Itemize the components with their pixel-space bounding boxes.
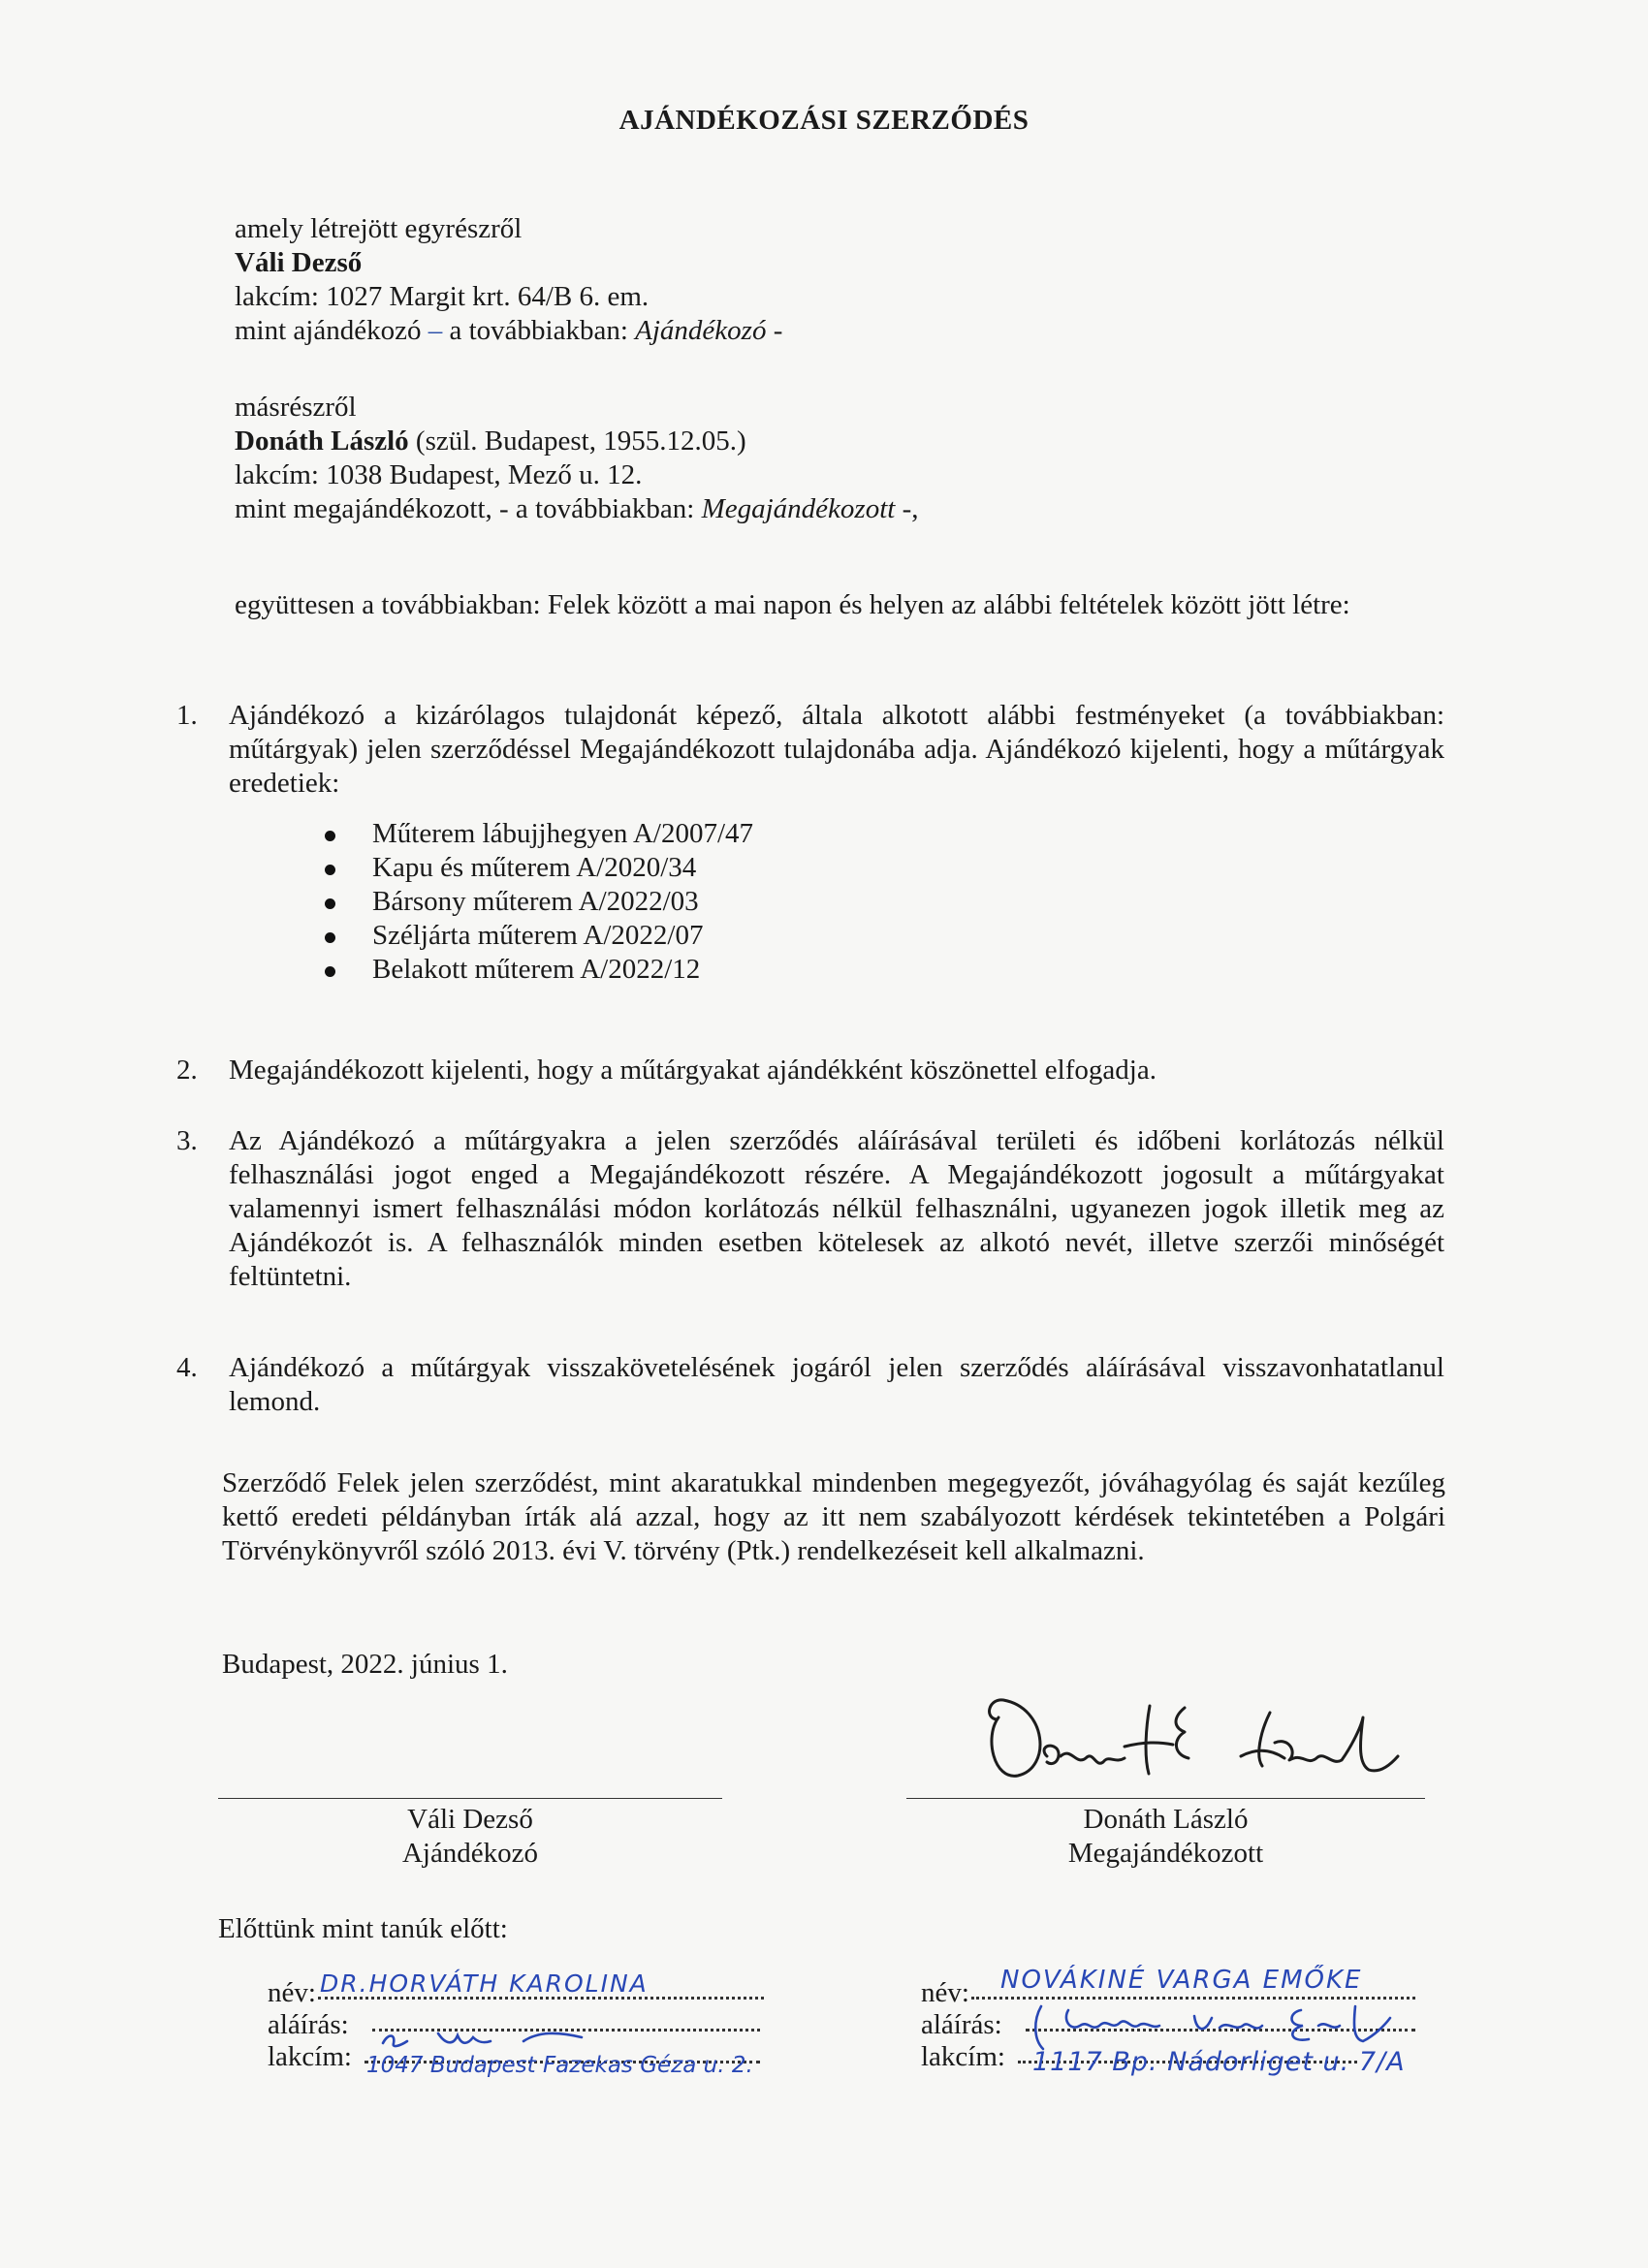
clause-3-number: 3. <box>176 1125 198 1156</box>
left-witness-handwritten-signature <box>378 2016 591 2055</box>
right-signatory <box>906 1803 1425 1871</box>
together-paragraph: együttesen a továbbiakban: Felek között a mai napon és helyen az alábbi feltételek között jött létre: <box>235 589 1350 620</box>
bullet-icon <box>325 966 335 977</box>
witness-name-label: név: <box>921 1977 969 2008</box>
witness-signature-label: aláírás: <box>921 2009 1002 2040</box>
clause-4-number: 4. <box>176 1352 198 1383</box>
party2-role-term: Megajándékozott <box>701 493 896 524</box>
party2-intro: másrészről <box>235 392 357 423</box>
list-item: Kapu és műterem A/2020/34 <box>328 851 753 885</box>
party2-role <box>235 492 918 526</box>
witness-name-label: név: <box>268 1977 316 2008</box>
party2-role-suffix: -, <box>902 493 919 524</box>
right-witness-name-handwritten: NOVÁKINÉ VARGA EMŐKE <box>1000 1966 1363 1995</box>
clause-1-number: 1. <box>176 700 198 731</box>
party2-address: lakcím: 1038 Budapest, Mező u. 12. <box>235 459 643 490</box>
party2-role-prefix: mint megajándékozott, - a továbbiakban: <box>235 493 695 524</box>
clause-2-text: Megajándékozott kijelenti, hogy a műtárgyakat ajándékként köszönettel elfogadja. <box>229 1055 1157 1086</box>
left-signatory-name: Váli Dezső <box>407 1804 533 1835</box>
party1-name: Váli Dezső <box>235 247 363 278</box>
left-witness-name-handwritten: DR.HORVÁTH KAROLINA <box>320 1969 649 1998</box>
place-date: Budapest, 2022. június 1. <box>222 1649 508 1680</box>
donath-handwritten-signature <box>979 1688 1406 1795</box>
party2-block <box>235 391 918 526</box>
closing-paragraph: Szerződő Felek jelen szerződést, mint akaratukkal mindenben megegyezőt, jóváhagyólag és saját kezűleg kettő eredeti példányban írták alá azzal, hogy az itt nem szabályozott kérdések tekintetében a Polgári Törvénykönyvről szóló 2013. évi V. törvény (Ptk.) rendelkezéseit kell alkalmazni. <box>222 1467 1445 1566</box>
left-signature-line <box>218 1798 722 1799</box>
left-witness-address-handwritten: 1047 Budapest Fazekas Géza u. 2. <box>366 2053 753 2078</box>
right-signature-line <box>906 1798 1425 1799</box>
bullet-icon <box>325 831 335 841</box>
list-item: Belakott műterem A/2022/12 <box>328 953 753 987</box>
party1-block <box>235 212 782 348</box>
left-signatory <box>218 1803 722 1871</box>
party2-birth: (szül. Budapest, 1955.12.05.) <box>415 425 746 457</box>
left-signatory-role: Ajándékozó <box>401 1838 539 1869</box>
witness-signature-label: aláírás: <box>268 2009 349 2040</box>
list-item: Bársony műterem A/2022/03 <box>328 885 753 919</box>
bullet-icon <box>325 865 335 875</box>
party1-role-suffix: - <box>773 315 783 346</box>
clause-2-number: 2. <box>176 1055 198 1086</box>
clause-1-text: Ajándékozó a kizárólagos tulajdonát képező, általa alkotott alábbi festményeket (a továbbiakban: műtárgyak) jelen szerződéssel Megajándékozott tulajdonába adja. Ajándékozó kijelenti, hogy a műtárgyak eredetiek: <box>229 700 1444 799</box>
witness-address-label: lakcím: <box>921 2041 1005 2072</box>
right-witness-address-handwritten: 1117 Bp. Nádorliget u. 7/A <box>1032 2047 1406 2077</box>
right-signatory-role: Megajándékozott <box>1067 1838 1264 1869</box>
party2-name: Donáth László <box>235 425 409 457</box>
bullet-icon <box>325 898 335 909</box>
witness-address-label: lakcím: <box>268 2041 352 2072</box>
party1-role-term: Ajándékozó <box>635 315 767 346</box>
party1-role-prefix: mint ajándékozó <box>235 315 422 346</box>
artwork-list <box>328 817 753 987</box>
party1-intro: amely létrejött egyrészről <box>235 213 523 244</box>
document-title: AJÁNDÉKOZÁSI SZERZŐDÉS <box>618 105 1030 136</box>
party1-role-dash: – <box>428 315 443 346</box>
party1-address: lakcím: 1027 Margit krt. 64/B 6. em. <box>235 281 650 312</box>
list-item: Széljárta műterem A/2022/07 <box>328 919 753 953</box>
party1-role <box>235 314 782 348</box>
clause-3-text: Az Ajándékozó a műtárgyakra a jelen szerződés aláírásával területi és időbeni korlátozás nélkül felhasználási jogot enged a Megajándékozott részére. A Megajándékozott jogosult a műtárgyakat valamennyi ismert felhasználási módon korlátozás nélkül felhasználni, ugyanezen jogok illetik meg az Ajándékozót is. A felhasználók minden esetben kötelesek az alkotó nevét, illetve szerzői minőségét feltüntetni. <box>229 1125 1444 1292</box>
bullet-icon <box>325 932 335 943</box>
list-item: Műterem lábujjhegyen A/2007/47 <box>328 817 753 851</box>
clause-4-text: Ajándékozó a műtárgyak visszakövetelésének jogáról jelen szerződés aláírásával visszavonhatatlanul lemond. <box>229 1352 1444 1417</box>
right-witness-handwritten-signature <box>1030 1997 1398 2055</box>
party1-role-middle: a továbbiakban: <box>449 315 628 346</box>
party2-name-line <box>235 425 918 458</box>
right-signatory-name: Donáth László <box>1083 1804 1249 1835</box>
witness-header: Előttünk mint tanúk előtt: <box>218 1913 508 1944</box>
